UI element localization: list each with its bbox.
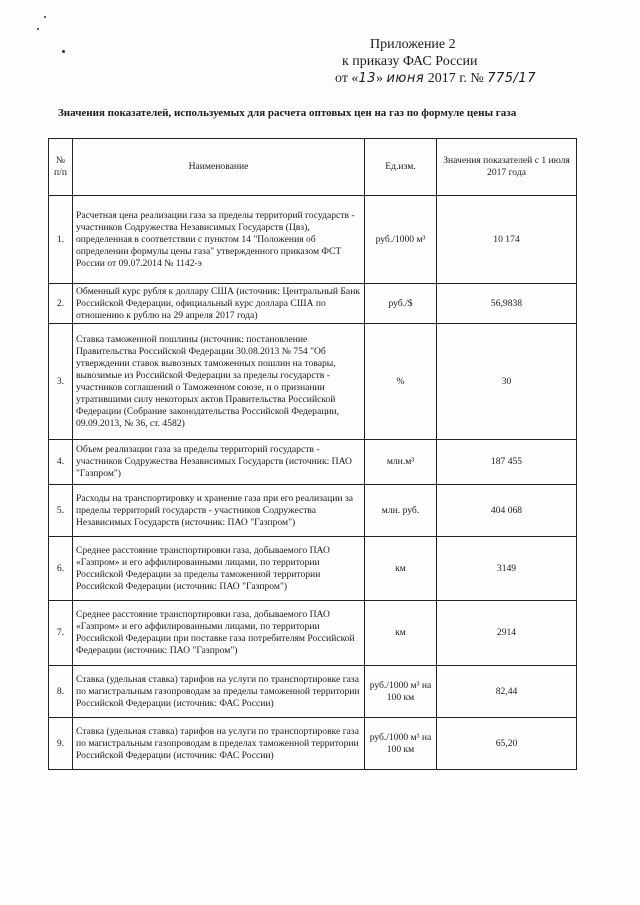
table-row: [49, 485, 577, 537]
row-unit: млн.м³: [365, 440, 437, 485]
row-number: 4.: [49, 440, 73, 485]
table-row: [49, 440, 577, 485]
row-value: 2914: [437, 601, 577, 666]
scan-speck: [44, 16, 46, 18]
row-name: Ставка таможенной пошлины (источник: постановление Правительства Российской Федерации 30.08.2013 № 754 "Об утверждении ставок вывозных таможенных пошлин на товары, вывозимые из Российской Федерации за пределы государств - участников соглашений о Таможенном союзе, и о признании утратившими силу некоторых актов Правительства Российской Федерации (Собрание законодательства Российской Федерации, 09.09.2013, № 36, ст. 4582): [73, 324, 365, 440]
row-number: 3.: [49, 324, 73, 440]
row-value: 10 174: [437, 196, 577, 284]
handwritten-month: июня: [386, 71, 425, 86]
table-row: [49, 718, 577, 770]
row-number: 9.: [49, 718, 73, 770]
date-mid: »: [375, 71, 387, 86]
table-row: [49, 324, 577, 440]
column-header-name: Наименование: [73, 139, 365, 196]
row-unit: км: [365, 537, 437, 601]
row-number: 2.: [49, 284, 73, 324]
row-number: 7.: [49, 601, 73, 666]
document-title: Значения показателей, используемых для расчета оптовых цен на газ по формуле цены газа: [58, 107, 517, 119]
column-header-unit: Ед.изм.: [365, 139, 437, 196]
table-row: [49, 601, 577, 666]
appendix-label: Приложение 2: [370, 37, 456, 52]
scan-speck: [37, 28, 39, 30]
document-header: [320, 36, 560, 87]
column-header-num: № п/п: [49, 139, 73, 196]
row-value: 82,44: [437, 666, 577, 718]
row-unit: км: [365, 601, 437, 666]
row-name: Ставка (удельная ставка) тарифов на услуги по транспортировке газа по магистральным газопроводам в пределах таможенной территории Российской Федерации (источник: ФАС России): [73, 718, 365, 770]
table-row: [49, 284, 577, 324]
row-number: 8.: [49, 666, 73, 718]
row-name: Расчетная цена реализации газа за пределы территорий государств - участников Содружества Независимых Государств (Цвз), определенная в соответствии с пунктом 14 "Положения об определении формулы цены газа" утвержденного приказом ФСТ России от 09.07.2014 № 1142-э: [73, 196, 365, 284]
row-name: Обменный курс рубля к доллару США (источник: Центральный Банк Российской Федерации, официальный курс доллара США по отношению к рублю на 29 апреля 2017 года): [73, 284, 365, 324]
scan-speck: [62, 50, 65, 53]
row-value: 30: [437, 324, 577, 440]
table-row: [49, 666, 577, 718]
table-row: [49, 537, 577, 601]
row-number: 6.: [49, 537, 73, 601]
handwritten-day: 13: [358, 71, 376, 86]
row-name: Ставка (удельная ставка) тарифов на услуги по транспортировке газа по магистральным газопроводам за пределы таможенной территории Российской Федерации (источник: ФАС России): [73, 666, 365, 718]
date-prefix: от «: [335, 71, 359, 86]
row-unit: руб./1000 м³: [365, 196, 437, 284]
row-name: Среднее расстояние транспортировки газа, добываемого ПАО «Газпром» и его аффилированными лицами, по территории Российской Федерации за пределы таможенной территории Российской Федерации (источник: ПАО "Газпром"): [73, 537, 365, 601]
row-value: 404 068: [437, 485, 577, 537]
row-name: Среднее расстояние транспортировки газа, добываемого ПАО «Газпром» и его аффилированными лицами, по территории Российской Федерации при поставке газа потребителям Российской Федерации (источник: ПАО "Газпром"): [73, 601, 365, 666]
row-number: 1.: [49, 196, 73, 284]
row-unit: %: [365, 324, 437, 440]
row-number: 5.: [49, 485, 73, 537]
row-value: 56,9838: [437, 284, 577, 324]
date-year: 2017 г. №: [424, 71, 488, 86]
row-value: 3149: [437, 537, 577, 601]
indicators-table: [48, 138, 577, 770]
table-header-row: [49, 139, 577, 196]
order-date-line: [320, 70, 560, 87]
row-value: 65,20: [437, 718, 577, 770]
row-name: Объем реализации газа за пределы территорий государств - участников Содружества Независимых Государств (источник: ПАО "Газпром"): [73, 440, 365, 485]
handwritten-order-number: 775/17: [487, 71, 536, 86]
order-reference: к приказу ФАС России: [342, 54, 478, 69]
row-unit: млн. руб.: [365, 485, 437, 537]
table-row: [49, 196, 577, 284]
row-unit: руб./1000 м³ на 100 км: [365, 718, 437, 770]
row-unit: руб./$: [365, 284, 437, 324]
row-value: 187 455: [437, 440, 577, 485]
row-unit: руб./1000 м³ на 100 км: [365, 666, 437, 718]
column-header-value: Значения показателей с 1 июля 2017 года: [437, 139, 577, 196]
row-name: Расходы на транспортировку и хранение газа при его реализации за пределы территорий государств - участников Содружества Независимых Государств (источник: ПАО "Газпром"): [73, 485, 365, 537]
